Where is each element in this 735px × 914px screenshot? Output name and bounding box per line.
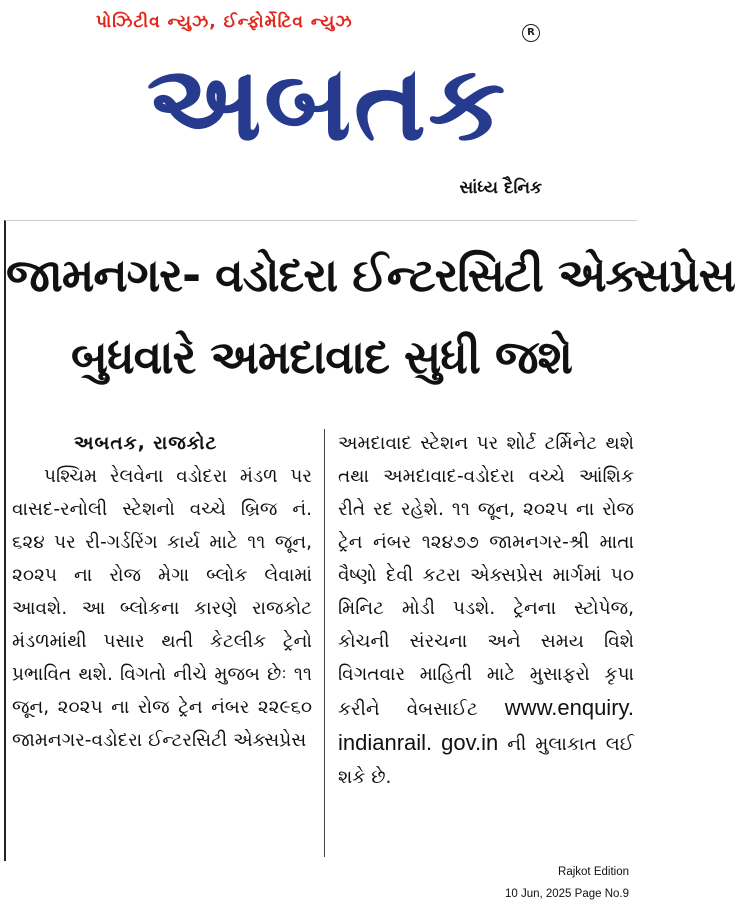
article-body-left: પશ્ચિમ રેલવેના વડોદરા મંડળ પર વાસદ-રનોલી સ્ટેશનો વચ્ચે બ્રિજ નં. ૬૨૪ પર રી-ગર્ડરિંગ કાર્ય માટે ૧૧ જૂન, ૨૦૨૫ ના રોજ મેગા બ્લોક લેવામાં આવશે. આ બ્લોકના કારણે રાજકોટ મંડળમાંથી પસાર થતી કેટલીક ટ્રેનો પ્રભાવિત થશે. વિગતો નીચે મુજબ છેઃ ૧૧ જૂન, ૨૦૨૫ ના રોજ ટ્રેન નંબર ૨૨૯૬૦ જામનગર-વડોદરા ઈન્ટરસિટી એક્સપ્રેસ xyxy=(12,466,312,751)
registered-trademark-icon: R xyxy=(522,24,540,42)
footer-date-page: 10 Jun, 2025 Page No.9 xyxy=(504,888,629,900)
article-body-right-tail: ની મુલાકાત લઈ શકે છે. xyxy=(338,734,634,788)
footer-edition: Rajkot Edition xyxy=(558,866,629,878)
article-body-right xyxy=(338,427,634,794)
logo-wordmark: અબતક xyxy=(146,42,508,164)
masthead-tagline: પોઝિટીવ ન્યુઝ, ઈન્ફોર્મેટિવ ન્યુઝ xyxy=(96,12,353,32)
article-column-left xyxy=(12,427,312,757)
headline-line-2: બુધવારે અમદાવાદ સુધી જશે xyxy=(71,330,572,384)
newspaper-logo xyxy=(96,42,536,164)
article-column-right xyxy=(338,427,634,794)
website-url-part2: gov.in xyxy=(441,730,499,755)
edition-type: સાંધ્ય દૈનિક xyxy=(459,178,542,198)
dateline: અબતક, રાજકોટ xyxy=(74,433,218,454)
masthead xyxy=(0,0,635,210)
website-url-part1: www.enquiry. indianrail. xyxy=(338,695,634,755)
headline-line-1: જામનગર- વડોદરા ઈન્ટરસિટી એક્સપ્રેસ xyxy=(6,248,735,302)
column-divider xyxy=(324,429,325,857)
news-article xyxy=(4,220,735,861)
article-body-right-text: અમદાવાદ સ્ટેશન પર શોર્ટ ટર્મિનેટ થશે તથા અમદાવાદ-વડોદરા વચ્ચે આંશિક રીતે રદ રહેશે. ૧૧ જૂન, ૨૦૨૫ ના રોજ ટ્રેન નંબર ૧૨૪૭૭ જામનગર-શ્રી માતા વૈષ્ણો દેવી કટરા એક્સપ્રેસ માર્ગમાં ૫૦ મિનિટ મોડી પડશે. ટ્રેનના સ્ટોપેજ, કોચની સંરચના અને સમય વિશે વિગતવાર માહિતી માટે મુસાફરો કૃપા કરીને વેબસાઈટ xyxy=(338,433,634,720)
